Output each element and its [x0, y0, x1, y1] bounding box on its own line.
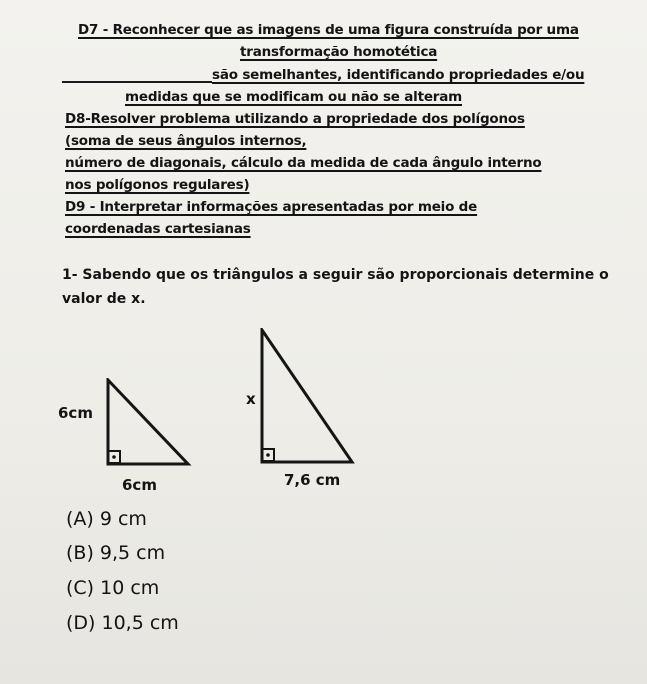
large-triangle-side-label: x [246, 390, 256, 408]
d7-line-3: são semelhantes, identificando propriedades e/ou [212, 67, 585, 83]
d7-line-1: D7 - Reconhecer que as imagens de uma figura construída por uma [78, 22, 579, 38]
d7-line-2: transformação homotética [240, 44, 438, 60]
d8-line-4: nos polígonos regulares) [65, 177, 250, 193]
small-triangle-base-label: 6cm [122, 476, 157, 494]
d8-line-3: número de diagonais, cálculo da medida de cada ângulo interno [65, 155, 542, 171]
question-line-1: 1- Sabendo que os triângulos a seguir são proporcionais determine o [62, 267, 609, 283]
small-triangle-side-label: 6cm [58, 404, 93, 422]
d8-line-1: D8-Resolver problema utilizando a propriedade dos polígonos [65, 111, 525, 127]
large-triangle-base-label: 7,6 cm [284, 471, 341, 489]
large-triangle [258, 328, 358, 468]
option-d[interactable]: (D) 10,5 cm [66, 612, 179, 634]
option-b[interactable]: (B) 9,5 cm [66, 542, 166, 564]
question-line-2: valor de x. [62, 291, 146, 307]
d7-line-4: medidas que se modificam ou não se alteram [125, 89, 463, 105]
d9-line-1: D9 - Interpretar informações apresentadas por meio de [65, 199, 478, 215]
small-triangle [104, 378, 194, 468]
d9-line-2: coordenadas cartesianas [65, 221, 251, 237]
d8-line-2: (soma de seus ângulos internos, [65, 133, 307, 149]
option-a[interactable]: (A) 9 cm [66, 508, 147, 530]
divider-line [62, 81, 212, 83]
option-c[interactable]: (C) 10 cm [66, 577, 160, 599]
